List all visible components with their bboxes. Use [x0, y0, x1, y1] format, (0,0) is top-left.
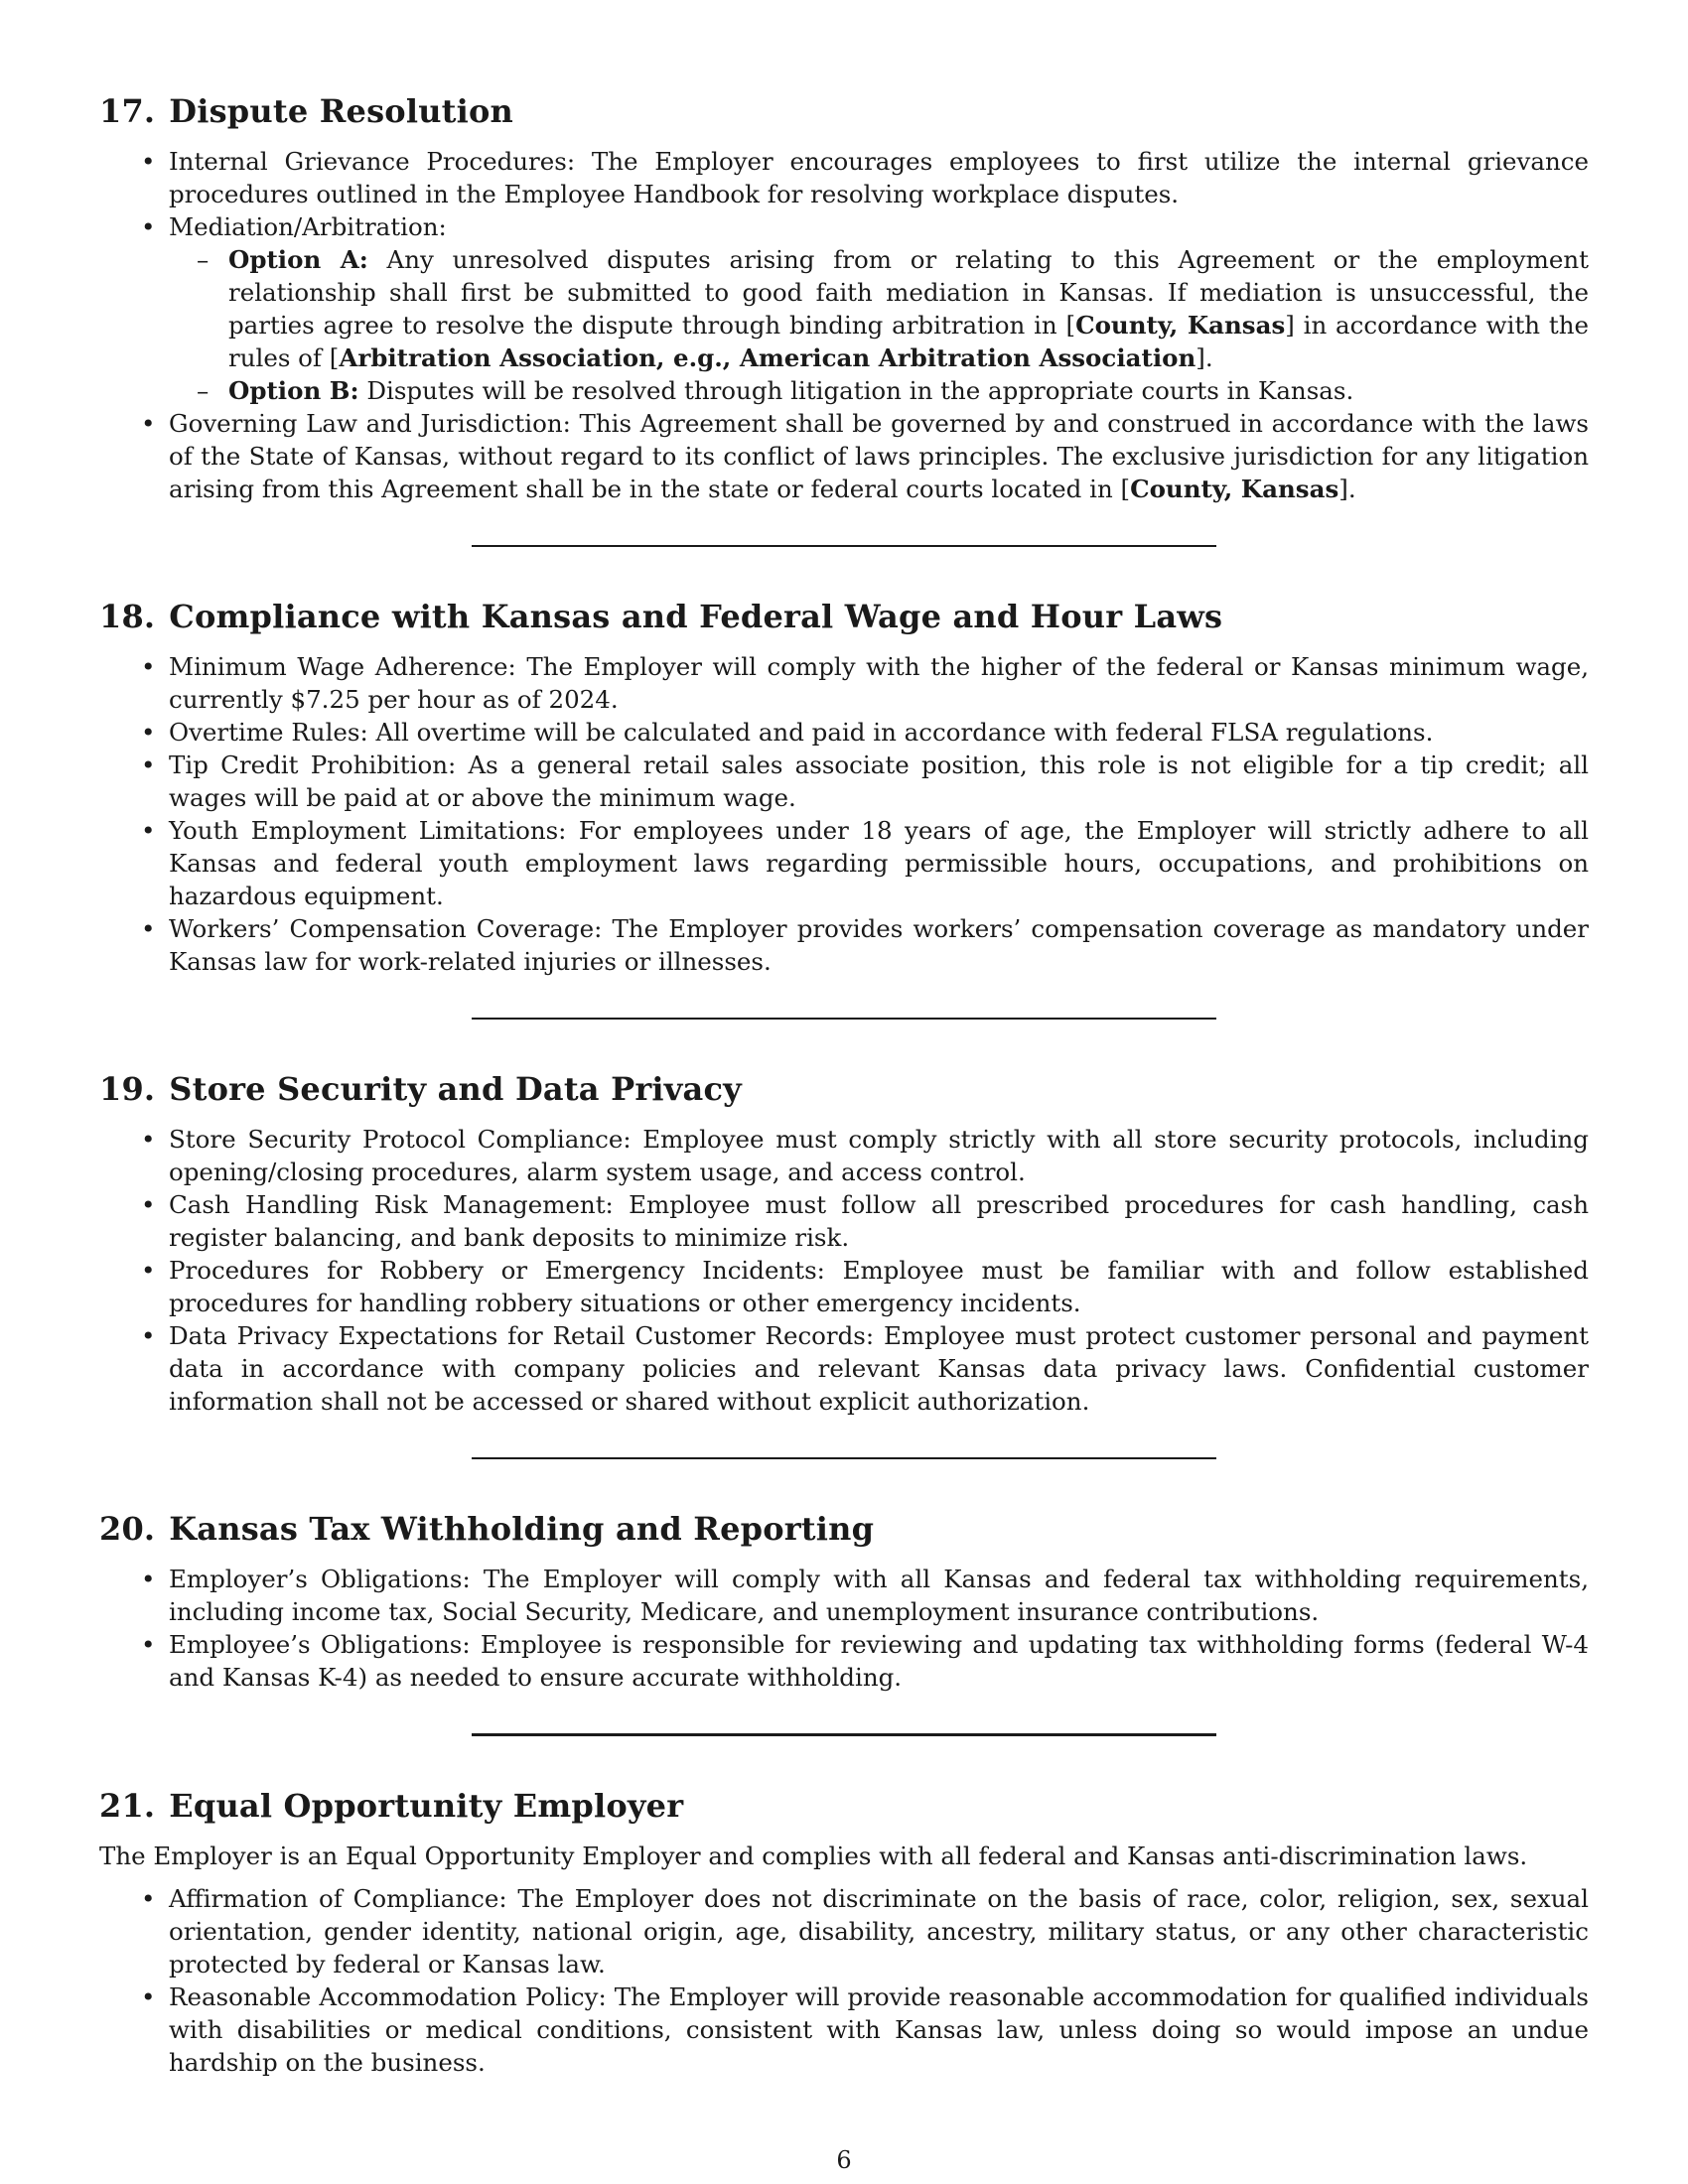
list-item: • Affirmation of Compliance: The Employer does not discriminate on the basis of race, color, religion, sex, sexual orientation, gender identity, national origin, age, disability, ancestry, military status, or any other characteristic protected by federal or Kansas law. — [169, 1882, 1589, 1980]
list-item: • Internal Grievance Procedures: The Employer encourages employees to first utilize the internal grievance procedures outlined in the Employee Handbook for resolving workplace disputes. — [169, 145, 1589, 210]
section-intro: The Employer is an Equal Opportunity Employer and complies with all federal and Kansas anti-discrimination laws. — [99, 1842, 1528, 1870]
section-heading: 20. Kansas Tax Withholding and Reporting — [99, 1510, 875, 1548]
list-item: • Workers’ Compensation Coverage: The Employer provides workers’ compensation coverage as mandatory under Kansas law for work-related injuries or illnesses. — [169, 912, 1589, 978]
section-wage-hour-laws — [99, 597, 1589, 978]
section-heading: 19. Store Security and Data Privacy — [99, 1070, 742, 1108]
list-item: • Overtime Rules: All overtime will be calculated and paid in accordance with federal FLSA regulations. — [169, 716, 1589, 749]
section-divider — [472, 1733, 1216, 1736]
section-divider — [472, 1018, 1216, 1020]
list-item: • Procedures for Robbery or Emergency Incidents: Employee must be familiar with and follow established procedures for handling robbery situations or other emergency incidents. — [169, 1254, 1589, 1319]
list-item: • Governing Law and Jurisdiction: This Agreement shall be governed by and construed in accordance with the laws of the State of Kansas, without regard to its conflict of laws principles. The exclusive jurisdiction for any litigation arising from this Agreement shall be in the state or federal courts located in [County, Kansas]. — [169, 407, 1589, 505]
list-item: • Cash Handling Risk Management: Employee must follow all prescribed procedures for cash handling, cash register balancing, and bank deposits to minimize risk. — [169, 1188, 1589, 1254]
list-item: • Youth Employment Limitations: For employees under 18 years of age, the Employer will strictly adhere to all Kansas and federal youth employment laws regarding permissible hours, occupations, and prohibitions on hazardous equipment. — [169, 814, 1589, 912]
list-item-label: Mediation/Arbitration: — [169, 212, 447, 241]
section-equal-opportunity — [99, 1786, 1589, 2079]
document-page — [99, 91, 1589, 2079]
list-item: • Employer’s Obligations: The Employer will comply with all Kansas and federal tax withholding requirements, including income tax, Social Security, Medicare, and unemployment insurance contributions. — [169, 1563, 1589, 1628]
page-number: 6 — [836, 2146, 852, 2174]
sub-list — [169, 243, 1589, 407]
section-divider — [472, 545, 1216, 547]
list-item: • Minimum Wage Adherence: The Employer will comply with the higher of the federal or Kansas minimum wage, currently $7.25 per hour as of 2024. — [169, 650, 1589, 716]
bullet-list — [99, 650, 1589, 978]
option-b: – Option B: Disputes will be resolved through litigation in the appropriate courts in Kansas. — [228, 374, 1589, 407]
list-item — [169, 210, 1589, 407]
bullet-list — [99, 1882, 1589, 2079]
list-item: • Tip Credit Prohibition: As a general retail sales associate position, this role is not eligible for a tip credit; all wages will be paid at or above the minimum wage. — [169, 749, 1589, 814]
list-item: • Data Privacy Expectations for Retail Customer Records: Employee must protect customer personal and payment data in accordance with company policies and relevant Kansas data privacy laws. Confidential customer information shall not be accessed or shared without explicit authorization. — [169, 1319, 1589, 1418]
list-item: • Store Security Protocol Compliance: Employee must comply strictly with all store security protocols, including opening/closing procedures, alarm system usage, and access control. — [169, 1123, 1589, 1188]
section-divider — [472, 1457, 1216, 1459]
bullet-list — [99, 145, 1589, 505]
option-a: – Option A: Any unresolved disputes arising from or relating to this Agreement or the employment relationship shall first be submitted to good faith mediation in Kansas. If mediation is unsuccessful, the parties agree to resolve the dispute through binding arbitration in [County, Kansas] in accordance with the rules of [Arbitration Association, e.g., American Arbitration Association]. — [228, 243, 1589, 374]
list-item: • Reasonable Accommodation Policy: The Employer will provide reasonable accommodation for qualified individuals with disabilities or medical conditions, consistent with Kansas law, unless doing so would impose an undue hardship on the business. — [169, 1980, 1589, 2079]
section-store-security — [99, 1069, 1589, 1418]
bullet-list — [99, 1563, 1589, 1694]
bullet-list — [99, 1123, 1589, 1418]
section-heading: 17. Dispute Resolution — [99, 92, 514, 130]
section-tax-withholding — [99, 1509, 1589, 1694]
section-heading: 18. Compliance with Kansas and Federal Wage and Hour Laws — [99, 598, 1223, 635]
section-dispute-resolution — [99, 91, 1589, 505]
section-heading: 21. Equal Opportunity Employer — [99, 1787, 684, 1825]
list-item: • Employee’s Obligations: Employee is responsible for reviewing and updating tax withholding forms (federal W-4 and Kansas K-4) as needed to ensure accurate withholding. — [169, 1628, 1589, 1694]
